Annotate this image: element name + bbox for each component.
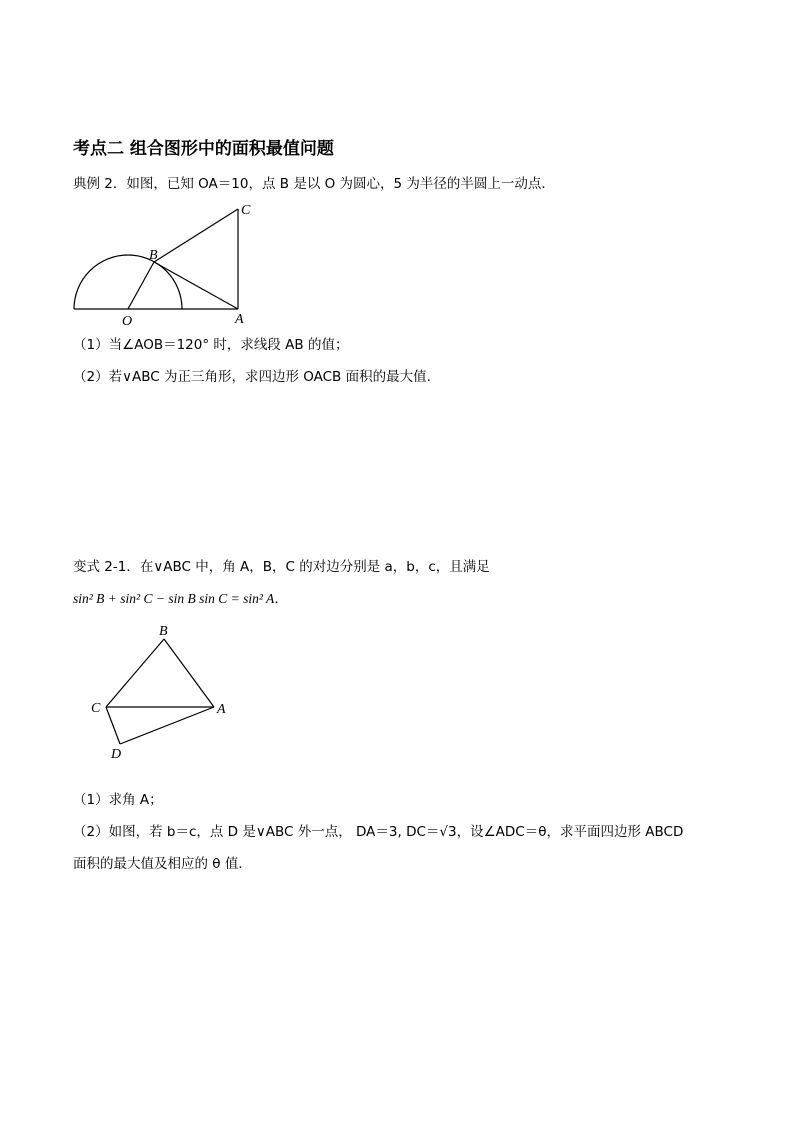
variant-intro: 变式 2-1．在∨ABC 中，角 A，B，C 的对边分别是 a，b，c，且满足 <box>73 559 490 575</box>
segment-ba <box>164 639 214 707</box>
example2-intro: 典例 2．如图，已知 OA＝10，点 B 是以 O 为圆心，5 为半径的半圆上一动点． <box>73 176 555 192</box>
segment-ab <box>154 262 238 309</box>
label-d: D <box>111 747 122 762</box>
segment-da <box>120 707 214 744</box>
segment-cd <box>106 707 120 744</box>
section-title: 考点二 组合图形中的面积最值问题 <box>73 139 334 159</box>
label-a: A <box>235 312 244 327</box>
quadrilateral-figure <box>80 618 240 768</box>
segment-cb <box>106 639 164 707</box>
label-a: A <box>217 702 226 717</box>
example2-question-2: （2）若∨ABC 为正三角形，求四边形 OACB 面积的最大值. <box>73 369 431 385</box>
segment-bc <box>154 209 238 262</box>
label-c: C <box>91 701 101 716</box>
label-o: O <box>122 314 133 329</box>
variant-equation: sin² B + sin² C − sin B sin C = sin² A． <box>73 591 288 606</box>
semicircle-figure <box>60 196 270 331</box>
variant-question-2: （2）如图，若 b＝c，点 D 是∨ABC 外一点， DA＝3, DC＝√3，设∠ADC＝θ，求平面四边形 ABCD <box>73 824 684 840</box>
example2-question-1: （1）当∠AOB＝120° 时，求线段 AB 的值； <box>73 337 349 353</box>
label-c: C <box>241 203 251 218</box>
segment-ob <box>128 262 154 309</box>
variant-question-1: （1）求角 A； <box>73 792 163 808</box>
label-b: B <box>159 624 168 639</box>
label-b: B <box>149 248 158 263</box>
semicircle <box>74 255 182 309</box>
variant-question-2-continued: 面积的最大值及相应的 θ 值． <box>73 856 252 872</box>
